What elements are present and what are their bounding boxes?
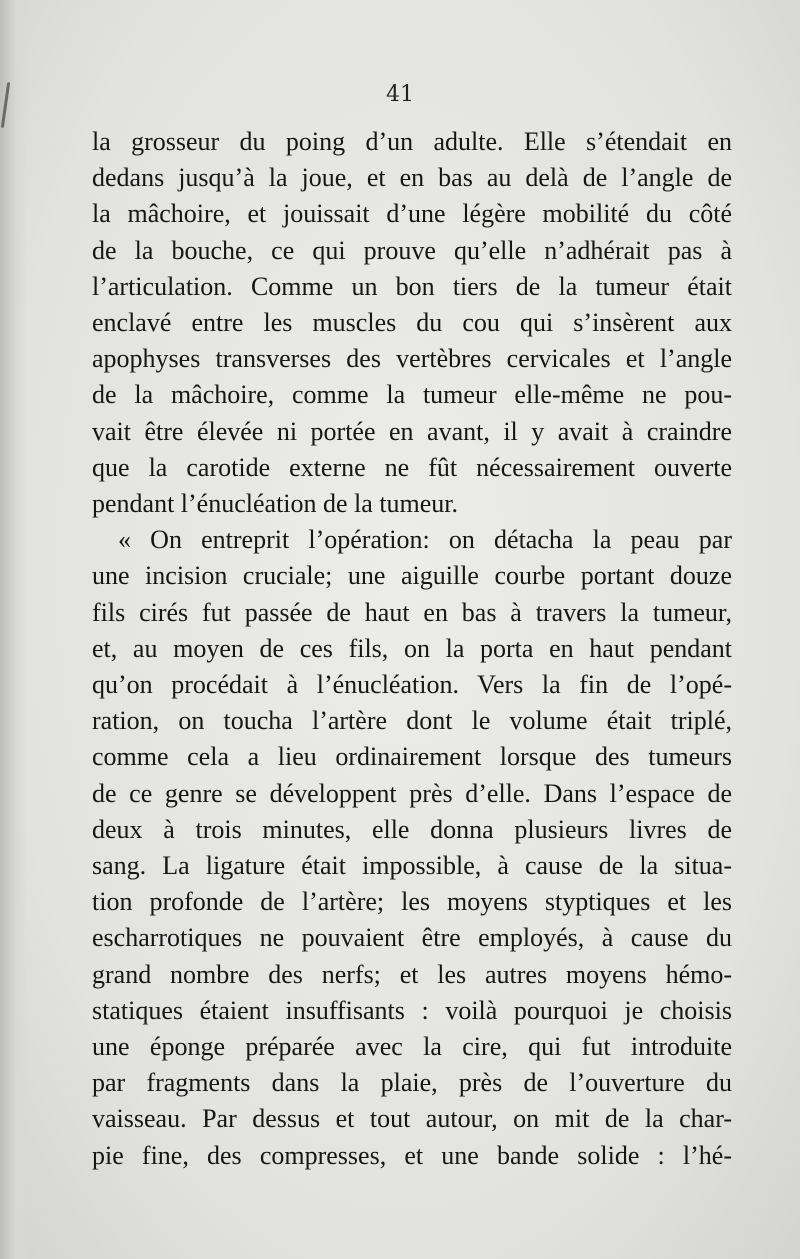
text-line: la grosseur du poing d’un adulte. Elle s’étendait en: [92, 127, 732, 156]
text-line: une incision cruciale; une aiguille courbe portant douze: [92, 561, 732, 591]
text-line: qu’on procédait à l’énucléation. Vers la fin de l’opé-: [92, 670, 732, 700]
text-line: comme cela a lieu ordinairement lorsque des tumeurs: [92, 742, 732, 772]
text-line: une éponge préparée avec la cire, qui fut introduite: [92, 1032, 732, 1062]
text-line: ration, on toucha l’artère dont le volume était triplé,: [92, 706, 732, 736]
text-line: pie fine, des compresses, et une bande solide : l’hé-: [92, 1140, 732, 1170]
text-line: de ce genre se développent près d’elle. Dans l’espace de: [92, 778, 732, 808]
text-line: de la mâchoire, comme la tumeur elle-même ne pou-: [92, 380, 732, 410]
text-line: apophyses transverses des vertèbres cervicales et l’angle: [92, 344, 732, 374]
text-line: par fragments dans la plaie, près de l’ouverture du: [92, 1068, 732, 1098]
text-line: enclavé entre les muscles du cou qui s’insèrent aux: [92, 308, 732, 338]
text-line: « On entreprit l’opération: on détacha la peau par: [118, 525, 732, 555]
text-line: deux à trois minutes, elle donna plusieurs livres de: [92, 814, 732, 844]
text-line: statiques étaient insuffisants : voilà pourquoi je choisis: [92, 995, 732, 1025]
page-number: 41: [386, 82, 414, 107]
text-line: que la carotide externe ne fût nécessairement ouverte: [92, 452, 732, 482]
text-line: escharrotiques ne pouvaient être employés, à cause du: [92, 923, 732, 953]
text-line: vait être élevée ni portée en avant, il y avait à craindre: [92, 416, 732, 446]
text-line: vaisseau. Par dessus et tout autour, on mit de la char-: [92, 1104, 732, 1134]
text-line: de la bouche, ce qui prouve qu’elle n’adhérait pas à: [92, 235, 732, 265]
text-line: la mâchoire, et jouissait d’une légère mobilité du côté: [92, 199, 732, 229]
body-text: [92, 124, 732, 1174]
text-line: sang. La ligature était impossible, à cause de la situa-: [92, 851, 732, 881]
text-line: tion profonde de l’artère; les moyens styptiques et les: [92, 887, 732, 917]
spine-shadow: [0, 0, 28, 1259]
text-line: l’articulation. Comme un bon tiers de la tumeur était: [92, 271, 732, 301]
text-line: dedans jusqu’à la joue, et en bas au delà de l’angle de: [92, 163, 732, 193]
text-line: et, au moyen de ces fils, on la porta en haut pendant: [92, 633, 732, 663]
text-line: pendant l’énucléation de la tumeur.: [92, 489, 459, 519]
text-line: fils cirés fut passée de haut en bas à travers la tumeur,: [92, 597, 732, 627]
text-line: grand nombre des nerfs; et les autres moyens hémo-: [92, 959, 732, 989]
